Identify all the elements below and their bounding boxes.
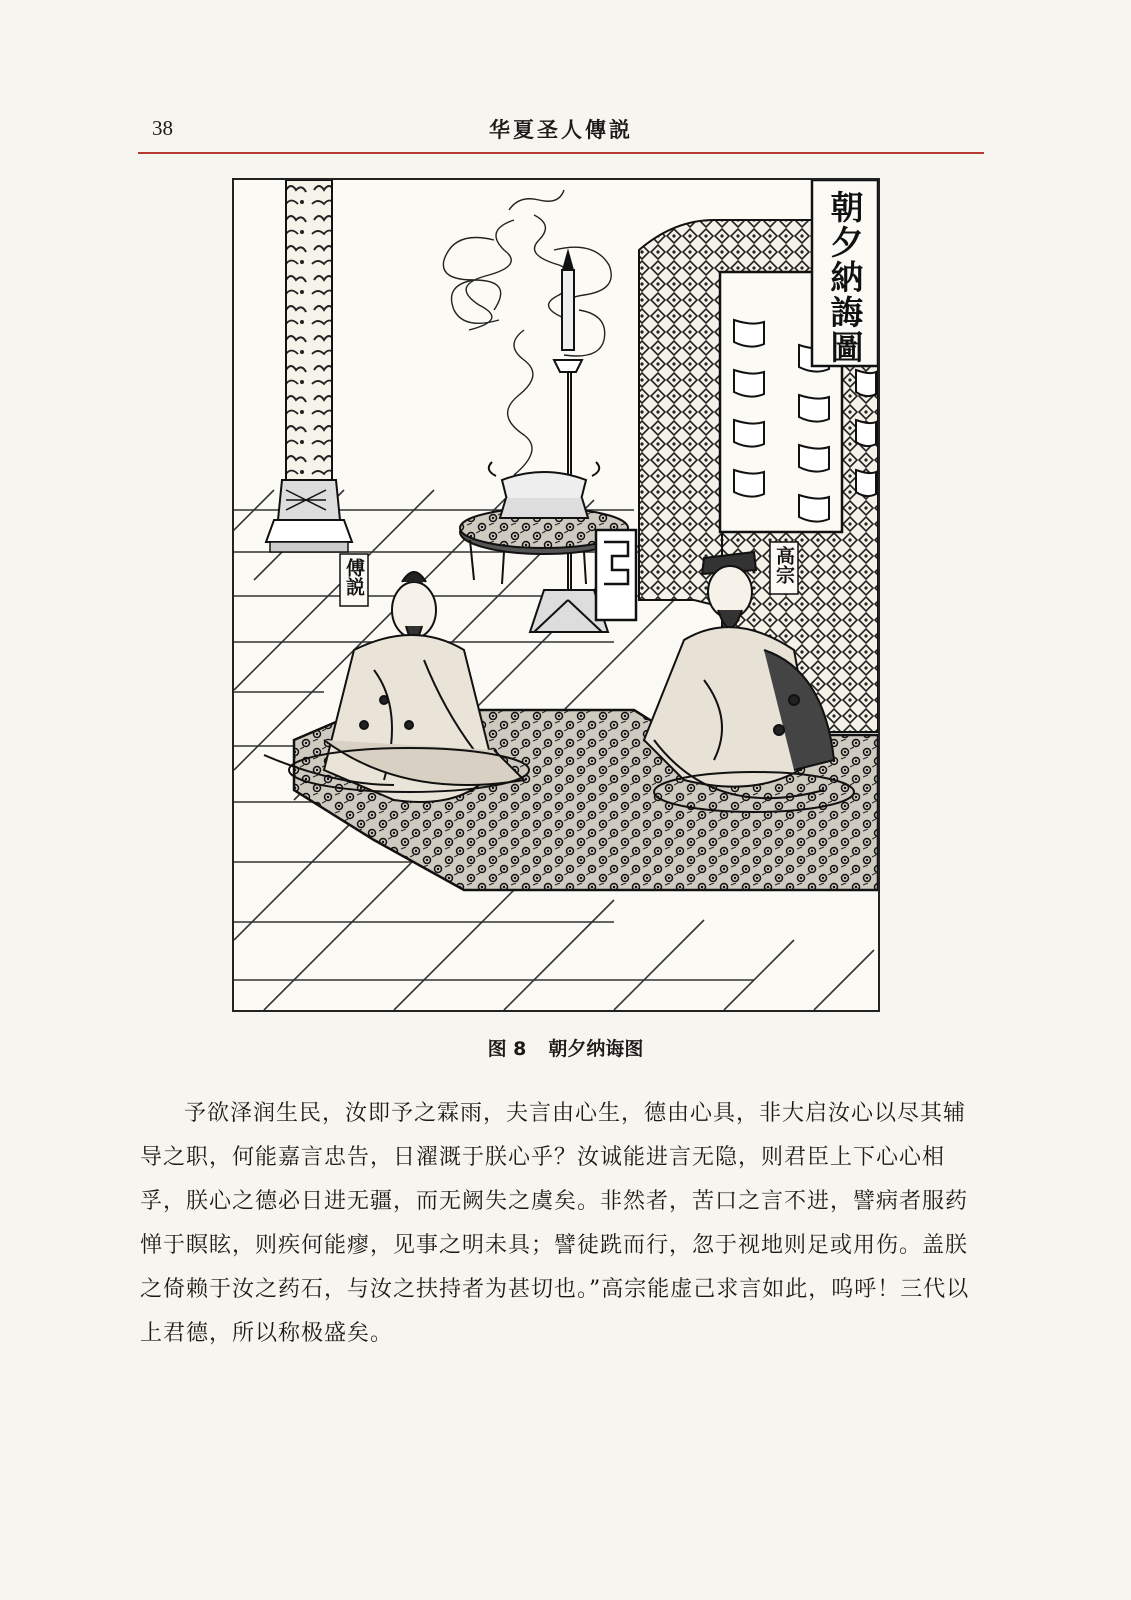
running-header — [140, 112, 982, 152]
header-rule — [138, 152, 984, 154]
title-cartouche-text: 朝夕納誨圖 — [825, 190, 865, 365]
label-fu-yue — [340, 554, 368, 606]
title-cartouche — [812, 180, 878, 366]
figure-number: 图 8 — [487, 1038, 527, 1060]
page-number: 38 — [152, 116, 173, 140]
label-gaozong — [770, 542, 798, 594]
figure-caption — [0, 1034, 1131, 1061]
label-gaozong-text: 高宗 — [773, 546, 795, 584]
fret-stand — [596, 530, 636, 620]
running-title: 华夏圣人傳説 — [489, 118, 633, 142]
label-fu-yue-text: 傅説 — [343, 558, 365, 596]
figure-caption-title: 朝夕纳诲图 — [548, 1038, 644, 1060]
paragraph: 予欲泽润生民，汝即予之霖雨，夫言由心生，德由心具，非大启汝心以尽其辅导之职，何能嘉言忠告，日濯溉于朕心乎？汝诚能进言无隐，则君臣上下心心相孚，朕心之德必日进无疆，而无阙失之虞矣。非然者，苦口之言不进，譬病者服药惮于瞑眩，则疾何能瘳，见事之明未具；譬徒跣而行，忽于视地则足或用伤。盖朕之倚赖于汝之药石，与汝之扶持者为甚切也。”高宗能虚己求言如此，呜呼！三代以上君德，所以称极盛矣。 — [140, 1101, 970, 1346]
body-text — [140, 1092, 982, 1356]
woodblock-illustration — [232, 178, 880, 1012]
